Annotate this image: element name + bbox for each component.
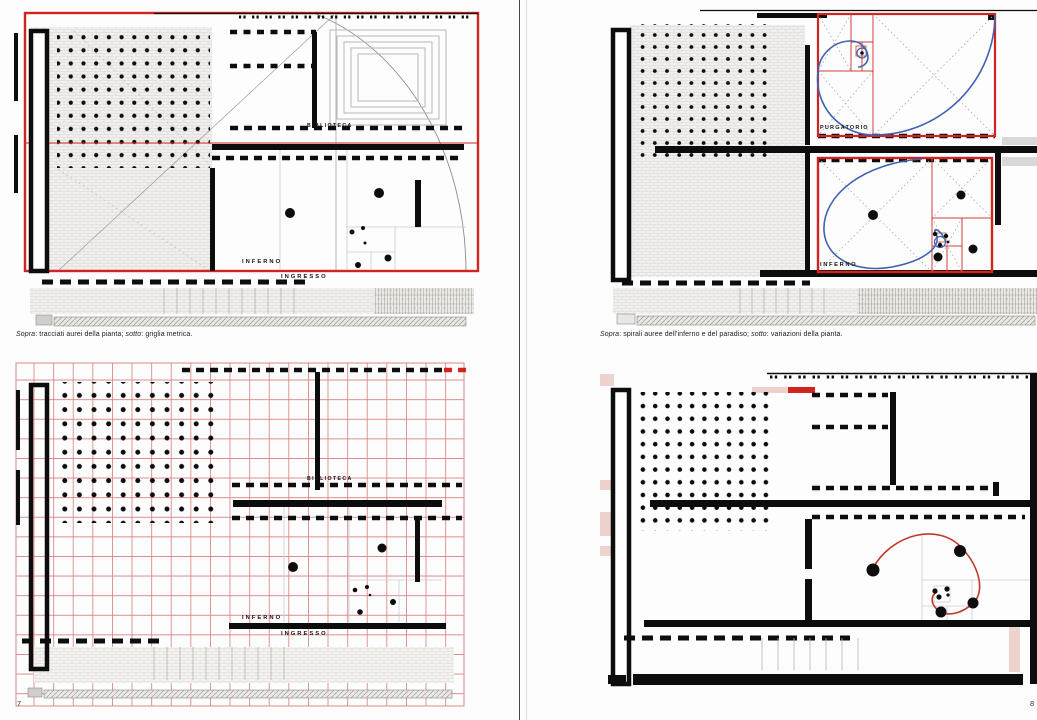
page-number-right: 8 xyxy=(1030,699,1035,708)
dotted-diagonals xyxy=(818,158,992,272)
inferno-golden-rect xyxy=(818,158,992,272)
ingresso-label: INGRESSO xyxy=(281,274,328,280)
entry-strip-texture xyxy=(34,647,454,683)
column-dot-grid xyxy=(57,382,217,523)
inferno-label: INFERNO xyxy=(242,259,283,265)
purgatorio-label: PURGATORIO xyxy=(820,125,869,131)
caption-left: Sopra: tracciati aurei della pianta; sotto: griglia metrica. xyxy=(16,331,193,338)
biblioteca-label: BIBLIOTECA xyxy=(307,123,353,129)
red-wall-highlight xyxy=(788,387,815,393)
column-dot-grid xyxy=(57,32,210,168)
caption-right-sotto: sotto xyxy=(751,331,767,338)
inferno-label: INFERNO xyxy=(242,615,283,621)
column-dot-grid xyxy=(638,392,773,531)
red-spiral-variation xyxy=(867,534,980,618)
ingresso-label: INGRESSO xyxy=(281,631,328,637)
figure-griglia-metrica xyxy=(14,360,466,710)
page-number-left: 7 xyxy=(17,699,22,708)
purgatorio-golden-rect xyxy=(818,14,995,136)
column-dot-grid xyxy=(637,24,771,161)
figure-tracciati-aurei xyxy=(14,5,480,335)
golden-subdivisions xyxy=(818,14,995,136)
biblioteca-label: BIBLIOTECA xyxy=(307,476,353,482)
room-divider-lines xyxy=(280,150,466,270)
inferno-label: INFERNO xyxy=(820,262,858,268)
biblioteca-ceiling-squares xyxy=(330,30,446,125)
caption-right-sopra: Sopra xyxy=(600,331,620,338)
caption-right: Sopra: spirali auree dell'inferno e del paradiso; sotto: variazioni della pianta. xyxy=(600,331,843,338)
golden-subdivisions xyxy=(818,158,992,272)
inferno-columns xyxy=(867,545,979,618)
figure-variazioni-pianta xyxy=(600,362,1037,707)
caption-left-sopra: Sopra xyxy=(16,331,36,338)
caption-left-sotto: sotto xyxy=(125,331,142,338)
golden-spiral-blue xyxy=(818,15,995,135)
inferno-columns xyxy=(868,191,978,262)
page-8 xyxy=(521,0,1037,720)
golden-spiral-blue xyxy=(824,159,944,269)
inferno-columns xyxy=(285,188,392,268)
dotted-diagonals xyxy=(818,14,995,136)
entry-step-lines xyxy=(762,638,858,670)
figure-spirali-auree xyxy=(600,5,1037,335)
